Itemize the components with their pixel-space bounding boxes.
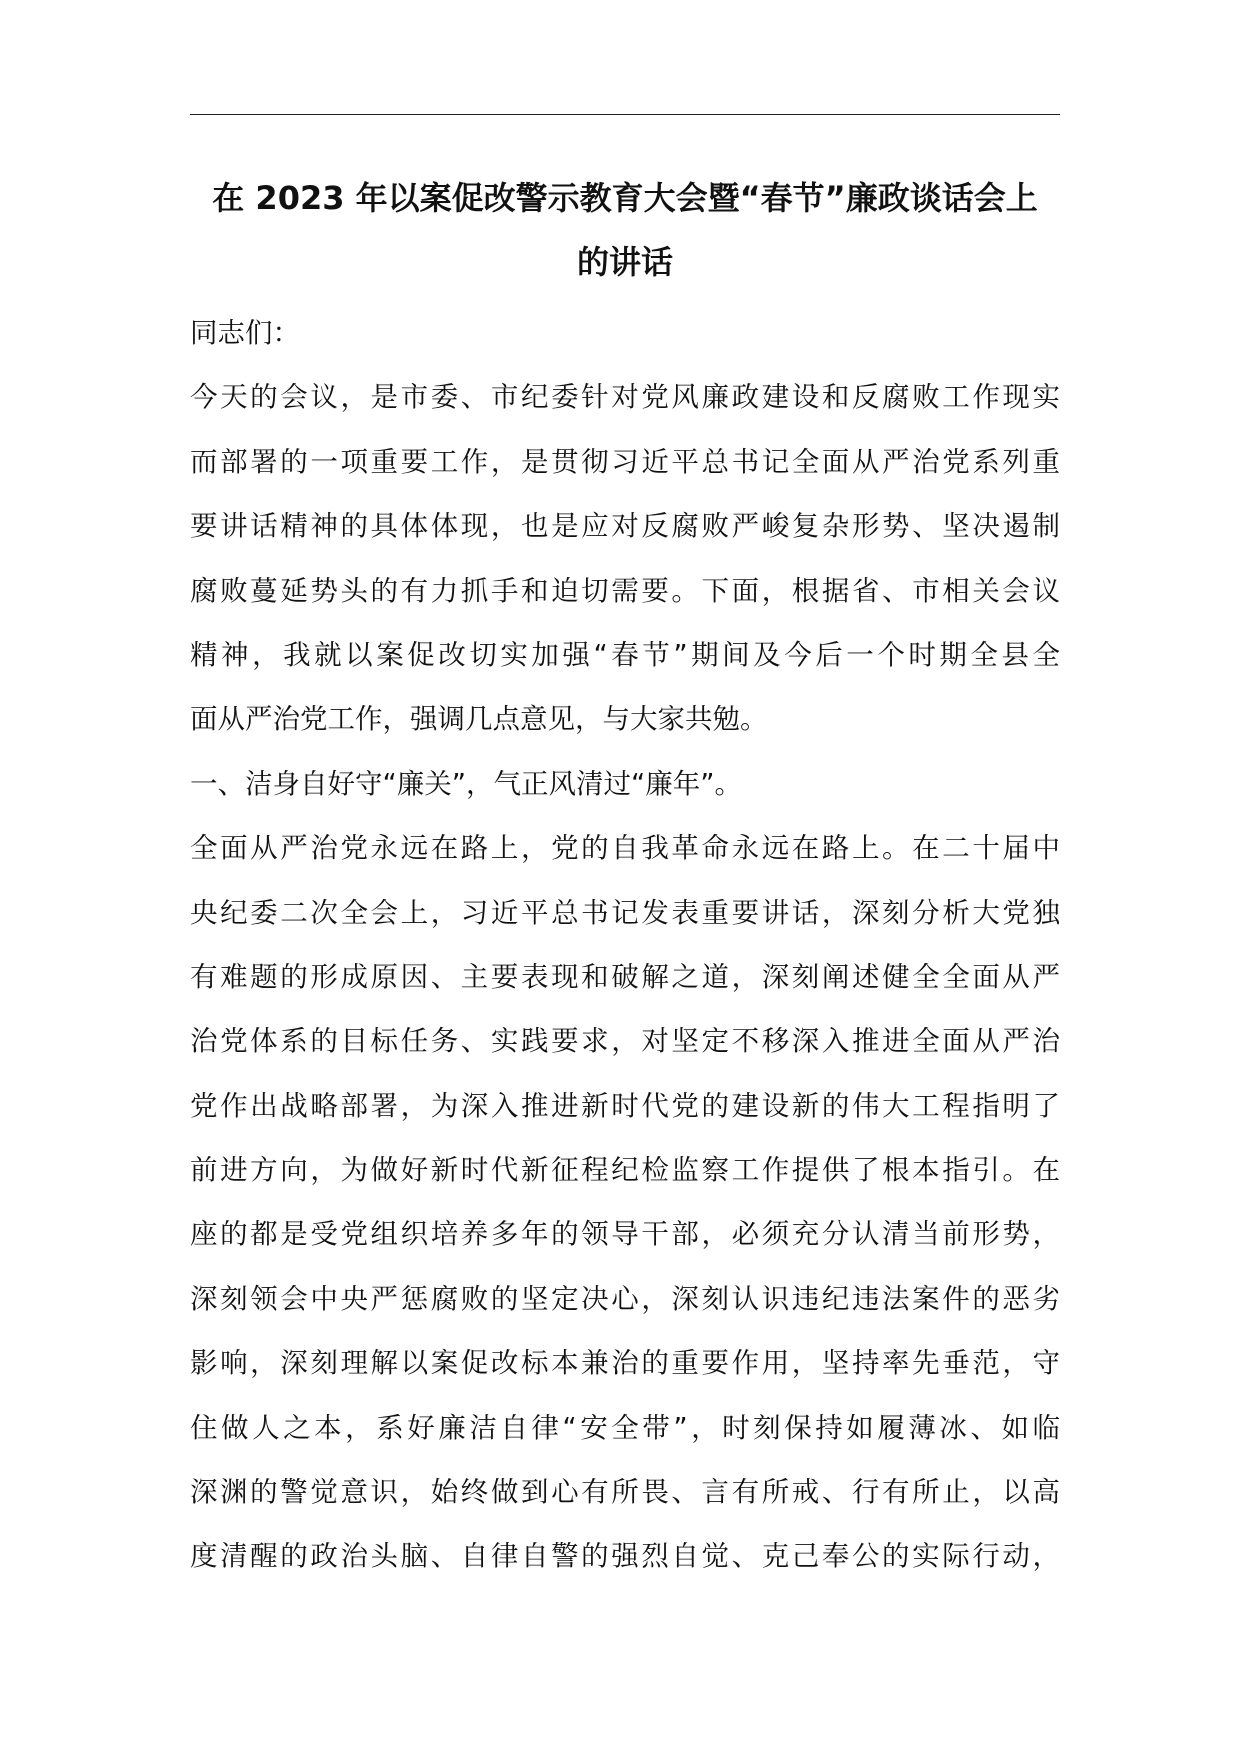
paragraph-line: 深刻领会中央严惩腐败的坚定决心，深刻认识违纪违法案件的恶劣 [190,1282,1060,1315]
document-body [190,301,1060,1589]
salutation: 同志们： [190,317,300,349]
paragraph-line: 党作出战略部署，为深入推进新时代党的建设新的伟大工程指明了 [190,1089,1060,1122]
paragraph-line: 有难题的形成原因、主要表现和破解之道，深刻阐述健全全面从严 [190,960,1060,993]
paragraph-line: 影响，深刻理解以案促改标本兼治的重要作用，坚持率先垂范，守 [190,1347,1060,1380]
paragraph-line: 度清醒的政治头脑、自律自警的强烈自觉、克己奉公的实际行动， [190,1540,1060,1573]
paragraph-line: 住做人之本，系好廉洁自律“安全带”，时刻保持如履薄冰、如临 [190,1411,1060,1444]
paragraph-line: 座的都是受党组织培养多年的领导干部，必须充分认清当前形势， [190,1218,1060,1251]
paragraph-line: 腐败蔓延势头的有力抓手和迫切需要。下面，根据省、市相关会议 [190,574,1060,607]
title-line: 在 2023 年以案促改警示教育大会暨“春节”廉政谈话会上 [212,179,1038,217]
paragraph-line: 深渊的警觉意识，始终做到心有所畏、言有所戒、行有所止，以高 [190,1476,1060,1509]
paragraph-line: 而部署的一项重要工作，是贯彻习近平总书记全面从严治党系列重 [190,445,1060,478]
document-title [190,166,1060,294]
paragraph-line: 今天的会议，是市委、市纪委针对党风廉政建设和反腐败工作现实 [190,381,1060,414]
paragraph-line: 央纪委二次全会上，习近平总书记发表重要讲话，深刻分析大党独 [190,896,1060,929]
section-heading: 一、洁身自好守“廉关”，气正风清过“廉年”。 [190,767,742,800]
paragraph-line: 精神，我就以案促改切实加强“春节”期间及今后一个时期全县全 [190,638,1060,671]
title-line: 的讲话 [576,243,673,281]
paragraph-line: 全面从严治党永远在路上，党的自我革命永远在路上。在二十届中 [190,832,1060,865]
paragraph-line: 要讲话精神的具体体现，也是应对反腐败严峻复杂形势、坚决遏制 [190,510,1060,543]
paragraph-line: 面从严治党工作，强调几点意见，与大家共勉。 [190,703,768,736]
header-rule [190,114,1060,115]
paragraph-line: 前进方向，为做好新时代新征程纪检监察工作提供了根本指引。在 [190,1154,1060,1187]
paragraph-line: 治党体系的目标任务、实践要求，对坚定不移深入推进全面从严治 [190,1025,1060,1058]
